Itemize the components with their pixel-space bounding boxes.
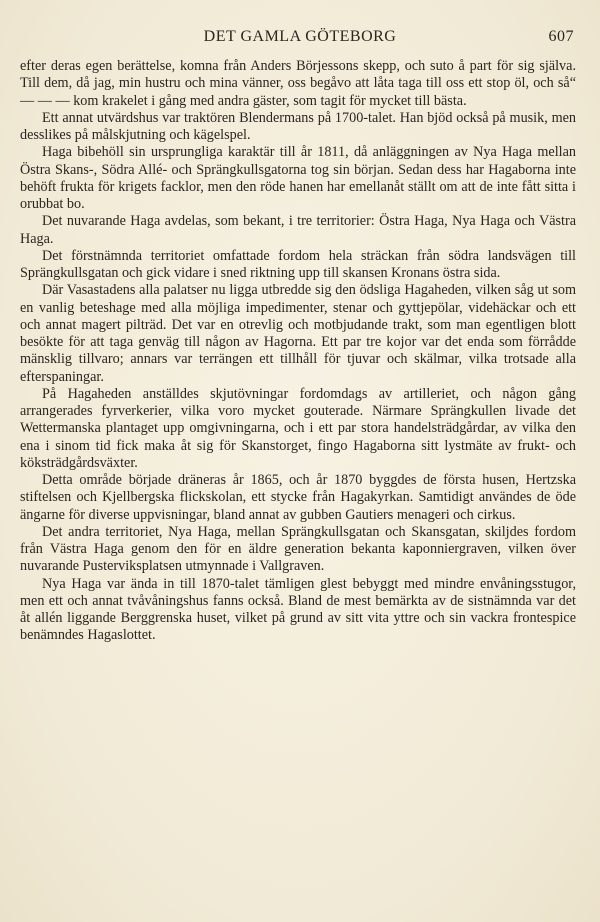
paragraph: Där Vasastadens alla palatser nu ligga utbredde sig den ödsliga Hagaheden, vilken såg ut som en vanlig beteshage med alla möjliga impedimenter, stenar och gyttjepölar, videhäckar och ett och annat magert pilträd. Det var en otrevlig och motbjudande trakt, som man egentligen blott besökte för att taga genväg till någon av Hagorna. Ett par tre kojor var det enda som förrådde mänsklig tillvaro; annars var terrängen ett tillhåll för tjuvar och skälmar, vilka trotsade alla efterspaningar. — [20, 282, 576, 385]
paragraph: På Hagaheden anställdes skjutövningar fordomdags av artilleriet, och någon gång arrangerades fyrverkerier, vilka voro mycket gouterade. Närmare Sprängkullen livade det Wettermanska plantaget upp omgivningarna, och i ett par stora handelsträdgårdar, av vilka den ena i sinom tid fick maka åt sig för Skanstorget, fingo Hagaborna sitt lystmäte av frukt- och köksträdgårdsväxter. — [20, 385, 576, 471]
paragraph: Det förstnämnda territoriet omfattade fordom hela sträckan från södra landsvägen till Sprängkullsgatan och gick vidare i sned riktning upp till skansen Kronans östra sida. — [20, 247, 576, 281]
page-header — [20, 28, 580, 50]
paragraph: Nya Haga var ända in till 1870-talet tämligen glest bebyggt med mindre envåningsstugor, men ett och annat tvåvåningshus fanns också. Bland de mest bemärkta av de sistnämnda var det åt allén liggande Berggrenska huset, vilket på grund av sitt vita yttre och sin vackra frontespice benämndes Hagaslottet. — [20, 575, 576, 644]
paragraph: efter deras egen berättelse, komna från Anders Börjessons skepp, och suto å part för sig själva. Till dem, då jag, min hustru och mina vänner, oss begåvo att låta taga till oss ett stop öl, och så“ — — — kom krakelet i gång med andra gäster, som tagit för mycket till bästa. — [20, 58, 576, 109]
paragraph: Det andra territoriet, Nya Haga, mellan Sprängkullsgatan och Skansgatan, skiljdes fordom från Västra Haga genom den för en äldre generation bekanta kaponniergraven, vilken över nuvarande Pusterviksplatsen utmynnade i Vallgraven. — [20, 523, 576, 575]
page-number: 607 — [548, 28, 574, 45]
paragraph: Detta område började dräneras år 1865, och år 1870 byggdes de första husen, Hertzska stiftelsen och Kjellbergska flickskolan, ett stycke från Hagakyrkan. Samtidigt användes de öde ängarne för diverse uppvisningar, bland annat av gubben Gautiers menageri och cirkus. — [20, 472, 576, 523]
paragraph: Haga bibehöll sin ursprungliga karaktär till år 1811, då anläggningen av Nya Haga mellan Östra Skans-, Södra Allé- och Sprängkullsgatorna tog sin början. Sedan dess har Hagaborna inte behöft frukta för krigets facklor, men den röde hanen har emellanåt ställt om att de inte fått sitta i orubbat bo. — [20, 144, 576, 212]
body-text — [20, 58, 576, 645]
paragraph: Det nuvarande Haga avdelas, som bekant, i tre territorier: Östra Haga, Nya Haga och Västra Haga. — [20, 213, 576, 247]
paragraph: Ett annat utvärdshus var traktören Blendermans på 1700-talet. Han bjöd också på musik, men desslikes på målskjutning och kägelspel. — [20, 109, 576, 143]
running-title: DET GAMLA GÖTEBORG — [203, 28, 397, 45]
